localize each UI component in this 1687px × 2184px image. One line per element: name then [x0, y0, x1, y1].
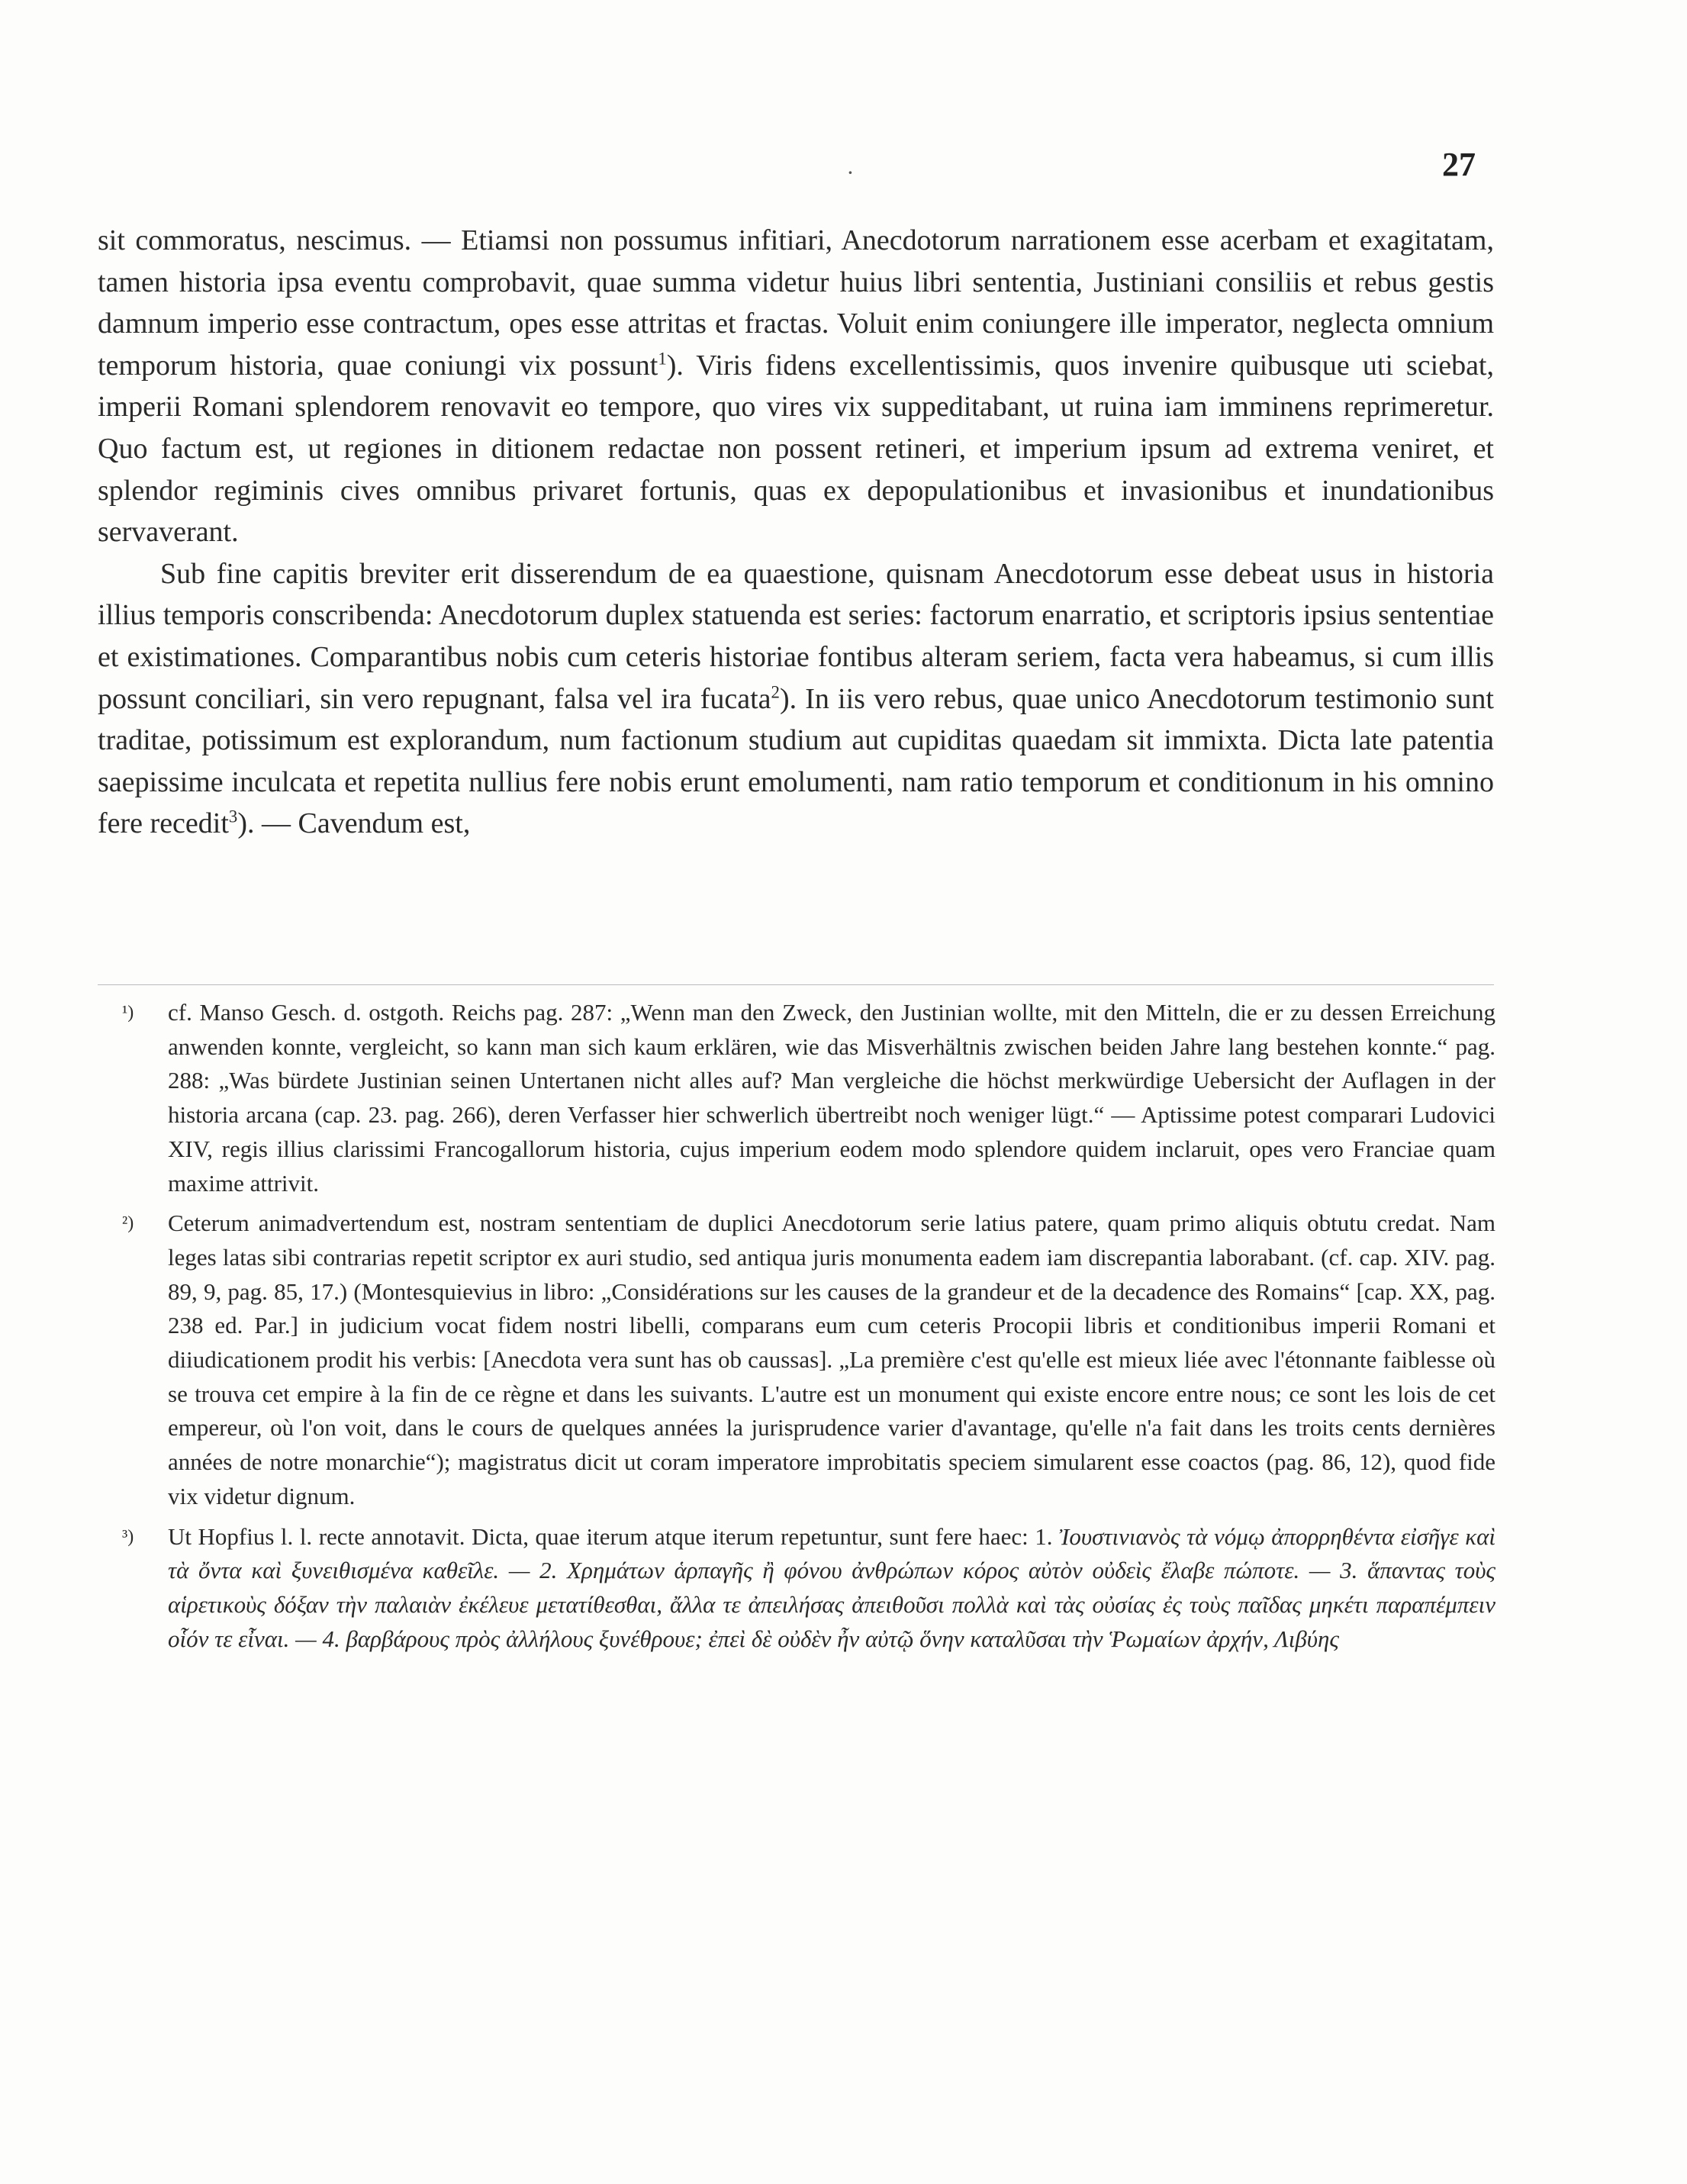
- paragraph-1: [98, 220, 1494, 553]
- paragraph-2-text-b: ). In iis vero rebus, quae unico Anecdotorum testimonio sunt traditae, potissimum est explorandum, num factionum studium aut cupiditas quaedam sit immixta. Dicta late patentia saepissime inculcata et repetita nullius fere nobis erunt emolumenti, nam ratio temporum et conditionum in his omnino fere recedit: [98, 682, 1494, 840]
- footnote-separator: [98, 984, 1494, 985]
- footnote-3: [122, 1520, 1495, 1657]
- footnote-1: [122, 996, 1495, 1200]
- page-speck: ·: [847, 160, 854, 185]
- note-ref-1: 1: [658, 349, 667, 369]
- page-number: 27: [1442, 146, 1476, 183]
- paragraph-2: [98, 553, 1494, 845]
- footnote-1-marker: ¹): [122, 1003, 134, 1023]
- footnote-3-marker: ³): [122, 1526, 134, 1547]
- footnote-1-text: cf. Manso Gesch. d. ostgoth. Reichs pag. 287: „Wenn man den Zweck, den Justinian wollte, mit den Mitteln, die er zu dessen Erreichung anwenden konnte, vergleicht, so kann man sich kaum erklären, wie das Misverhältnis zwischen beiden Jahre lang bestehen konnte.“ pag. 288: „Was bürdete Justinian seinen Untertanen nicht alles auf? Man vergleiche die höchst merkwürdige Uebersicht der Auflagen in der historia arcana (cap. 23. pag. 266), deren Verfasser hier schwerlich übertreibt noch weniger lügt.“ — Aptissime potest comparari Ludovici XIV, regis illius clarissimi Francogallorum historia, cujus imperium eodem modo splendore quidem inclaruit, opes vero Franciae quam maxime attrivit.: [168, 999, 1495, 1197]
- footnote-2-marker: ²): [122, 1213, 134, 1234]
- footnote-3-greek: Ἰουστινιανὸς τὰ νόμῳ ἀπορρηθέντα εἰσῆγε καὶ τὰ ὄντα καὶ ξυνειθισμένα καθεῖλε. — 2. Χρημάτων ἁρπαγῆς ἢ φόνου ἀνθρώπων κόρος αὐτὸν οὐδεὶς ἔλαβε πώποτε. — 3. ἅπαντας τοὺς αἱρετικοὺς δόξαν τὴν παλαιὰν ἐκέλευε μετατίθεσθαι, ἄλλα τε ἀπειλήσας ἀπειθοῦσι πολλὰ καὶ τὰς οὐσίας ἐς τοὺς παῖδας μηκέτι παραπέμπειν οἷόν τε εἶναι. — 4. βαρβάρους πρὸς ἀλλήλους ξυνέθρουε; ἐπεὶ δὲ οὐδὲν ἦν αὐτῷ ὅνην καταλῦσαι τὴν Ῥωμαίων ἀρχήν, Λιβύης: [168, 1522, 1495, 1652]
- paragraph-2-text-a: Sub fine capitis breviter erit disserendum de ea quaestione, quisnam Anecdotorum esse debeat usus in historia illius temporis conscribenda: Anecdotorum duplex statuenda est series: factorum enarratio, et scriptoris ipsius sententiae et existimationes. Comparantibus nobis cum ceteris historiae fontibus alteram seriem, facta vera habeamus, si cum illis possunt conciliari, sin vero repugnant, falsa vel ira fucata: [98, 557, 1494, 715]
- footnote-2: [122, 1206, 1495, 1513]
- note-ref-2: 2: [771, 681, 780, 701]
- paragraph-1-text: sit commoratus, nescimus. — Etiamsi non possumus infitiari, Anecdotorum narrationem esse acerbam et exagitatam, tamen historia ipsa eventu comprobavit, quae summa videtur huius libri sententia, Justiniani consiliis et rebus gestis damnum imperio esse contractum, opes esse attritas et fractas. Voluit enim coniungere ille imperator, neglecta omnium temporum historia, quae coniungi vix possunt: [98, 224, 1494, 382]
- footnote-3-latin: Ut Hopfius l. l. recte annotavit. Dicta, quae iterum atque iterum repetuntur, sunt fere haec: 1.: [168, 1522, 1053, 1550]
- main-text: [98, 220, 1494, 845]
- note-ref-3: 3: [228, 807, 238, 826]
- paragraph-2-text-c: ). — Cavendum est,: [237, 807, 471, 840]
- footnotes: [122, 996, 1495, 1662]
- paragraph-1-continued: ). Viris fidens excellentissimis, quos invenire quibusque uti sciebat, imperii Romani splendorem renovavit eo tempore, quo vires vix suppeditabant, ut ruina iam imminens reprimeretur. Quo factum est, ut regiones in ditionem redactae non possent retineri, et imperium ipsum ad extrema veniret, et splendor regiminis cives omnibus privaret fortunis, quas ex depopulationibus et invasionibus et inundationibus servaverant.: [98, 349, 1494, 549]
- footnote-2-text: Ceterum animadvertendum est, nostram sententiam de duplici Anecdotorum serie latius patere, quam primo aliquis obtutu credat. Nam leges latas sibi contrarias repetit scriptor ex auri studio, sed antiqua juris monumenta eadem iam discrepantia laborabant. (cf. cap. XIV. pag. 89, 9, pag. 85, 17.) (Montesquievius in libro: „Considérations sur les causes de la grandeur et de la decadence des Romains“ [cap. XX, pag. 238 ed. Par.] in judicium vocat fidem nostri libelli, comparans eum cum ceteris Procopii libris et conditionibus imperii Romani et diiudicationem prodit his verbis: [Anecdota vera sunt has ob caussas]. „La première c'est qu'elle est mieux liée avec l'étonnante faiblesse où se trouva cet empire à la fin de ce règne et dans les suivants. L'autre est un monument qui existe encore entre nous; ce sont les lois de cet empereur, où l'on voit, dans le cours de quelques années la jurisprudence varier d'avantage, qu'elle n'a fait dans les troits cents dernières années de notre monarchie“); magistratus dicit ut coram imperatore improbitatis speciem simularent esse coactos (pag. 86, 12), quod fide vix videtur dignum.: [168, 1210, 1495, 1509]
